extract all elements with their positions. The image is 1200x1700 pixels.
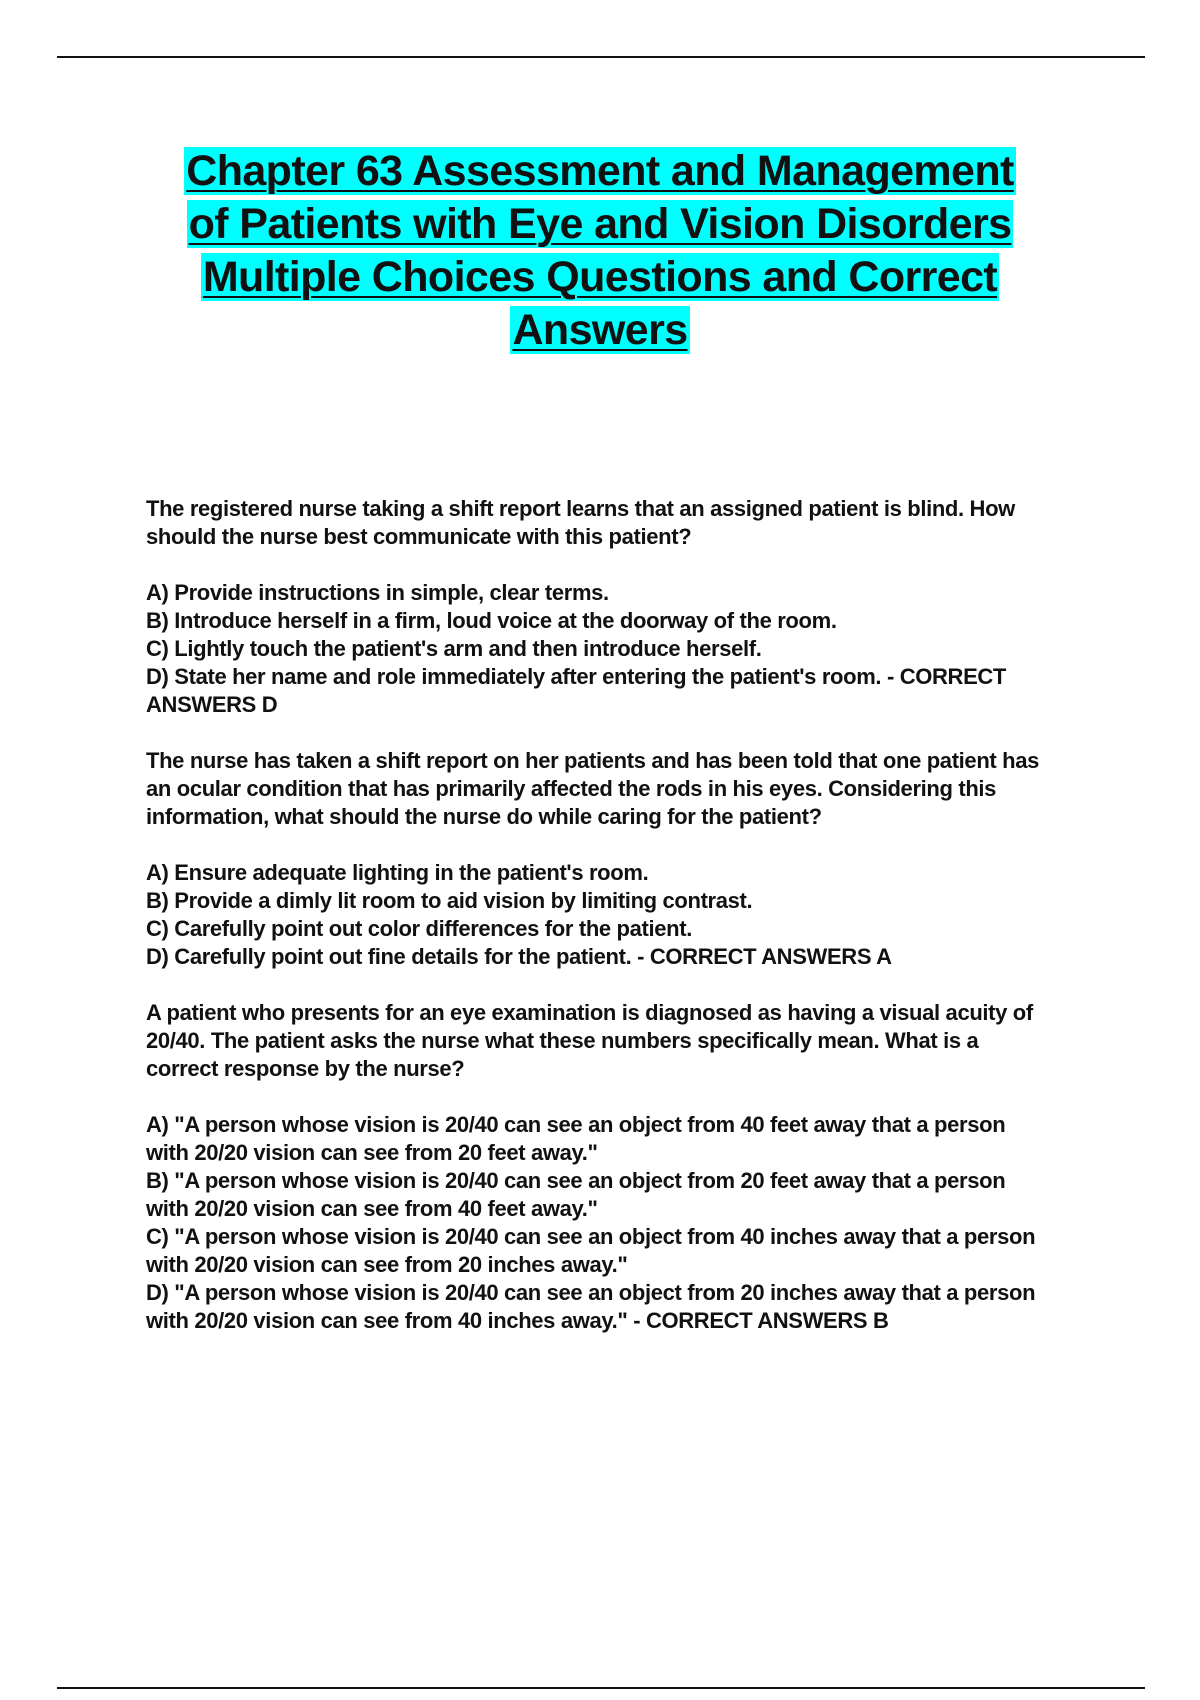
answer-option-a: A) Ensure adequate lighting in the patient's room. — [146, 860, 649, 885]
answer-option-b: B) "A person whose vision is 20/40 can see an object from 20 feet away that a person with 20/20 vision can see from 40 feet away." — [146, 1168, 1006, 1221]
question-text: The registered nurse taking a shift report learns that an assigned patient is blind. How should the nurse best communicate with this patient? — [146, 496, 1015, 549]
question-block-1 — [146, 495, 1046, 719]
question-text: A patient who presents for an eye examination is diagnosed as having a visual acuity of 20/40. The patient asks the nurse what these numbers specifically mean. What is a correct response by the nurse? — [146, 1000, 1033, 1081]
question-text: The nurse has taken a shift report on her patients and has been told that one patient has an ocular condition that has primarily affected the rods in his eyes. Considering this information, what should the nurse do while caring for the patient? — [146, 748, 1040, 829]
title-line — [130, 198, 1070, 251]
question-list — [146, 495, 1046, 1363]
page-top-rule — [57, 56, 1145, 58]
answer-option-a: A) "A person whose vision is 20/40 can see an object from 40 feet away that a person with 20/20 vision can see from 20 feet away." — [146, 1112, 1006, 1165]
answer-option-b: B) Introduce herself in a firm, loud voice at the doorway of the room. — [146, 608, 837, 633]
page-title — [130, 145, 1070, 357]
title-line-text: Multiple Choices Questions and Correct — [202, 253, 998, 301]
title-line-text: Chapter 63 Assessment and Management — [186, 147, 1014, 195]
answer-option-b: B) Provide a dimly lit room to aid vision by limiting contrast. — [146, 888, 753, 913]
page-bottom-rule — [57, 1687, 1145, 1689]
title-line — [130, 304, 1070, 357]
answer-options — [146, 859, 1046, 971]
answer-option-d: D) State her name and role immediately after entering the patient's room. - CORRECT ANSWERS D — [146, 664, 1007, 717]
answer-option-d: D) Carefully point out fine details for the patient. - CORRECT ANSWERS A — [146, 944, 892, 969]
title-line — [130, 145, 1070, 198]
answer-option-c: C) Lightly touch the patient's arm and then introduce herself. — [146, 636, 762, 661]
answer-option-c: C) "A person whose vision is 20/40 can see an object from 40 inches away that a person with 20/20 vision can see from 20 inches away." — [146, 1224, 1036, 1277]
answer-option-a: A) Provide instructions in simple, clear terms. — [146, 580, 609, 605]
answer-options — [146, 1111, 1046, 1335]
answer-option-c: C) Carefully point out color differences for the patient. — [146, 916, 692, 941]
answer-option-d: D) "A person whose vision is 20/40 can see an object from 20 inches away that a person with 20/20 vision can see from 40 inches away." - CORRECT ANSWERS B — [146, 1280, 1036, 1333]
title-line — [130, 251, 1070, 304]
question-block-2 — [146, 747, 1046, 971]
answer-options — [146, 579, 1046, 719]
title-line-text: of Patients with Eye and Vision Disorders — [188, 200, 1012, 248]
title-line-text: Answers — [512, 306, 688, 354]
question-block-3 — [146, 999, 1046, 1335]
